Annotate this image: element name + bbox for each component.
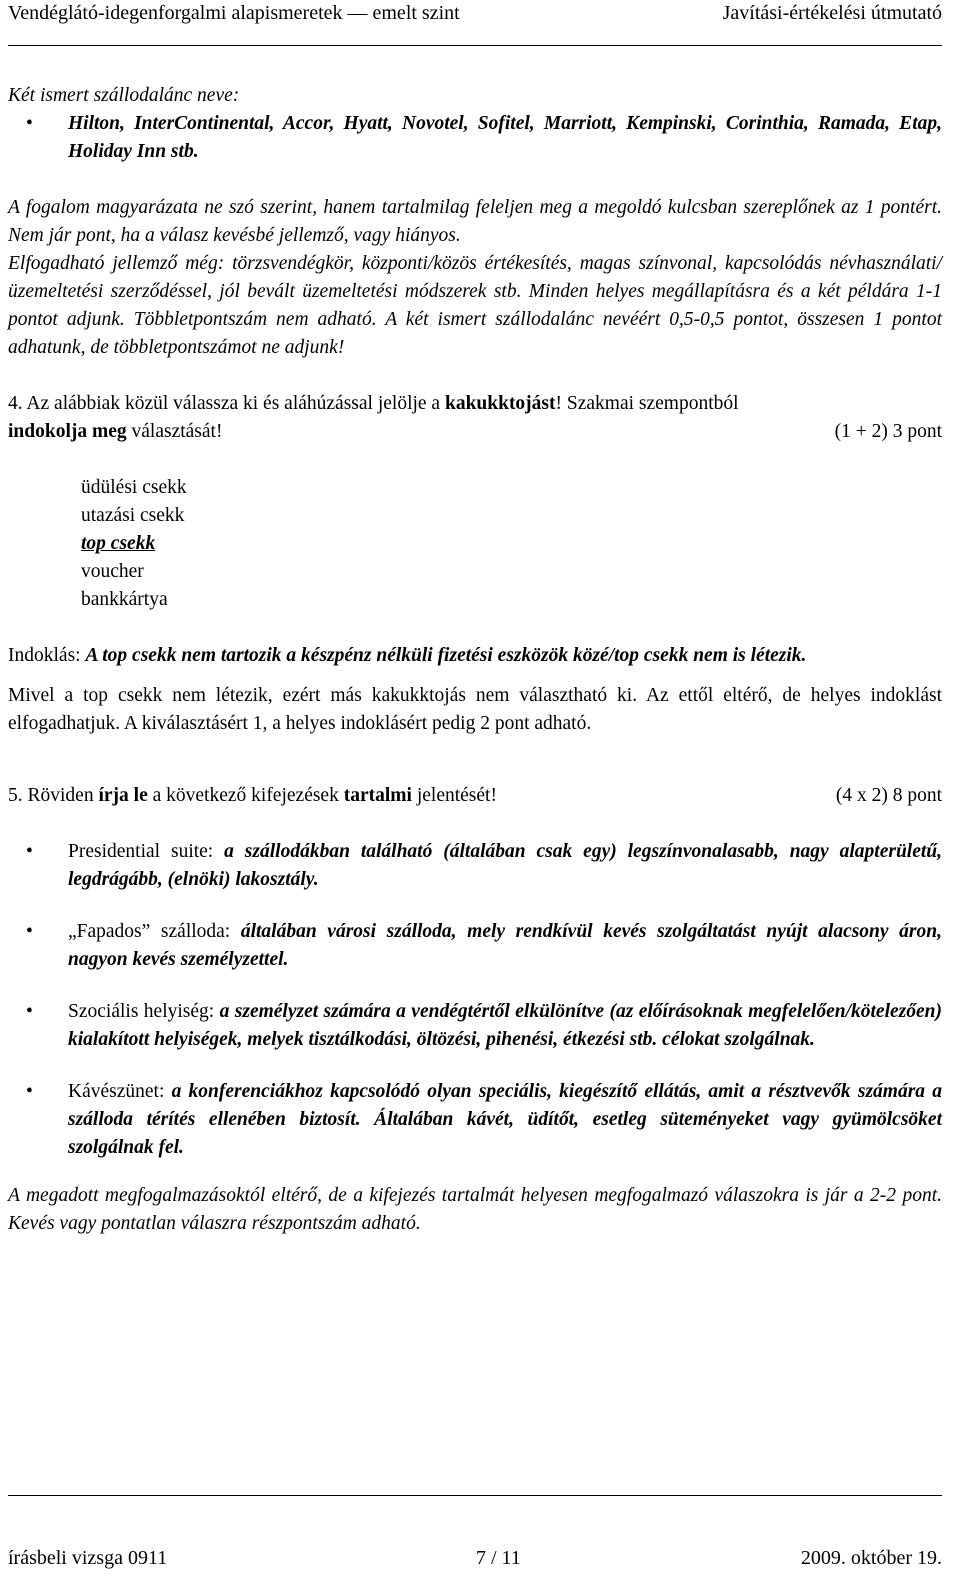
option-list [8,474,942,614]
spacer [8,738,942,782]
definition-term: Presidential suite: [68,841,225,862]
chain-intro: Két ismert szállodalánc neve: [8,85,240,106]
question-keyword: indokolja meg [8,421,127,442]
list-item: bankkártya [81,589,168,610]
chain-list [8,110,942,166]
question-text: jelentését! [411,785,497,806]
question-text: 5. Röviden [8,785,99,806]
bullet-icon: • [26,841,33,862]
definition [68,998,942,1054]
definition-text: általában városi szálloda, mely rendkívül kevés szolgáltatást nyújt alacsony áron, nagyon kevés személyzettel. [68,921,942,970]
list-item [8,838,942,894]
chain-names: Hilton, InterContinental, Accor, Hyatt, Novotel, Sofitel, Marriott, Kempinski, Corinthia, Ramada, Etap, Holiday Inn stb. [68,113,942,162]
header-subtitle: Javítási-értékelési útmutató [722,2,942,24]
bullet-icon: • [26,921,33,942]
footer-rule [8,1495,942,1496]
points-label: (1 + 2) 3 pont [834,421,942,442]
question-keyword: kakukktojást [444,393,556,414]
list-item [8,1078,942,1162]
definition-term: „Fapados” szálloda: [68,921,241,942]
definition-term: Kávészünet: [68,1081,172,1102]
grading-note: A fogalom magyarázata ne szó szerint, hanem tartalmilag feleljen meg a megoldó kulcsban szereplőnek az 1 pontért. Nem jár pont, ha a válasz kevésbé jellemző, vagy hiányos. [8,197,942,246]
definition [68,1078,942,1162]
list-item [8,110,942,166]
question-text: 4. Az alábbiak közül válassza ki és aláhúzással jelölje a [8,393,445,414]
points-label: (4 x 2) 8 pont [835,785,942,806]
bullet-icon: • [26,1001,33,1022]
definition [68,838,942,894]
definition-text: a személyzet számára a vendégtértől elkülönítve (az előírásoknak megfelelően/kötelezően) kialakított helyiségek, melyek tisztálkodási, öltözési, pihenési, étkezési stb. célokat szolgálnak. [68,1001,942,1050]
definition-text: a konferenciákhoz kapcsolódó olyan speciális, kiegészítő ellátás, amit a résztvevők számára a szálloda térítés ellenében biztosít. Általában kávét, üdítőt, esetleg süteményeket vagy gyümölcsöket szolgálnak fel. [68,1081,942,1158]
spacer [8,1162,942,1182]
spacer [8,974,942,998]
exam-code: írásbeli vizsga 0911 [8,1547,168,1569]
page-footer [8,1547,942,1577]
header-rule [8,45,942,46]
question-text: választását! [126,421,223,442]
spacer [8,810,942,838]
header-title: Vendéglátó-idegenforgalmi alapismeretek — emelt szint [8,2,460,24]
question-4 [8,390,942,418]
list-item-answer: top csekk [81,533,156,554]
spacer [8,614,942,642]
exam-date: 2009. október 19. [800,1547,942,1569]
bullet-icon: • [26,113,33,134]
grading-note: A megadott megfogalmazásoktól eltérő, de a kifejezés tartalmát helyesen megfogalmazó válaszokra is jár a 2-2 pont. Kevés vagy pontatlan válaszra részpontszám adható. [8,1185,942,1234]
definition-term: Szociális helyiség: [68,1001,220,1022]
list-item: utazási csekk [81,505,185,526]
definition [68,918,942,974]
question-keyword: tartalmi [343,785,412,806]
list-item: üdülési csekk [81,477,187,498]
reason-label: Indoklás: [8,645,86,666]
grading-note: Mivel a top csekk nem létezik, ezért más kakukktojás nem választható ki. Az ettől eltérő, de helyes indoklást elfogadhatjuk. A kiválasztásért 1, a helyes indoklásért pedig 2 pont adható. [8,685,942,734]
document-body [8,82,942,1238]
spacer [8,670,942,682]
question-keyword: írja le [98,785,148,806]
grading-note: Elfogadható jellemző még: törzsvendégkör, központi/közös értékesítés, magas színvonal, kapcsolódás névhasználati/üzemeltetési szerződéssel, jól bevált üzemeltetési módszerek stb. Minden helyes megállapításra és a két példára 1-1 pontot adjunk. Többletpontszám nem adható. A két ismert szállodalánc nevéért 0,5-0,5 pontot, összesen 1 pontot adhatunk, de többletpontszámot ne adjunk! [8,253,942,358]
question-4-line2 [8,418,942,446]
spacer [8,894,942,918]
list-item [8,998,942,1054]
definition-list [8,838,942,1162]
spacer [8,1054,942,1078]
reason [8,642,942,670]
question-text: a következő kifejezések [147,785,344,806]
bullet-icon: • [26,1081,33,1102]
question-text: ! Szakmai szempontból [555,393,739,414]
spacer [8,166,942,194]
spacer [8,446,942,474]
question-5 [8,782,942,810]
page-header [8,2,942,32]
definition-text: a szállodákban található (általában csak egy) legszínvonalasabb, nagy alapterületű, legdrágább, (elnöki) lakosztály. [68,841,942,890]
document-page [8,0,942,1595]
list-item: voucher [81,561,144,582]
spacer [8,362,942,390]
reason-text: A top csekk nem tartozik a készpénz nélküli fizetési eszközök közé/top csekk nem is létezik. [85,645,807,666]
list-item [8,918,942,974]
page-number: 7 / 11 [476,1547,521,1569]
